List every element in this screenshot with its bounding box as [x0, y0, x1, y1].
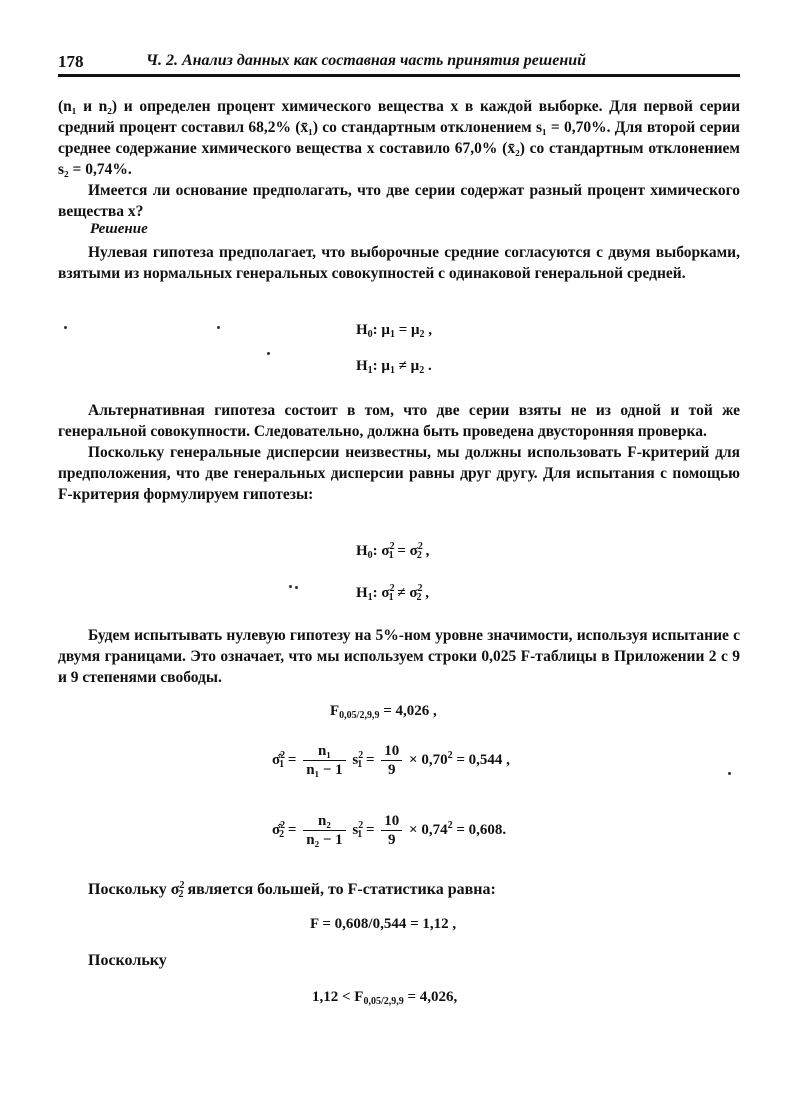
print-speck	[64, 326, 67, 329]
eq-punct: ,	[424, 322, 433, 338]
fraction-numerator: 10	[381, 812, 402, 831]
eq-subscript: 2	[279, 828, 285, 840]
eq-superscript: 2	[389, 583, 395, 594]
eq-subscript: 1	[389, 365, 395, 376]
eq-value: = 4,026 ,	[379, 703, 437, 719]
header-rule	[58, 74, 740, 77]
eq-value: = 0,544 ,	[452, 751, 510, 768]
paragraph-larger-variance	[58, 875, 740, 905]
eq-symbol: s	[352, 821, 359, 838]
eq-symbol: σ	[170, 881, 180, 898]
text-fragment: Поскольку	[88, 881, 167, 898]
eq-subscript: 1	[388, 550, 394, 561]
eq-symbol: μ	[411, 322, 420, 338]
eq-superscript: 2	[358, 749, 364, 761]
paragraph-6: Будем испытывать нулевую гипотезу на 5%-ном уровне значимости, используя испытание с двумя границами. Это означает, что мы используем строки 0,025 F-таблицы в Приложении 2 с 9 и 9 степенями свободы.	[58, 627, 740, 686]
eq-subscript: 0,05/2,9,9	[363, 996, 404, 1007]
eq-punct: .	[424, 358, 432, 374]
eq-subscript: 2	[419, 329, 425, 340]
eq-superscript: 2	[179, 880, 185, 891]
eq-symbol: H	[356, 358, 368, 374]
equation-h1-mean: $H_1$: $\mu_1 \ne \mu_2$ .	[356, 358, 432, 376]
text-fragment: является большей, то F-статистика равна:	[187, 881, 496, 898]
eq-punct: ,	[421, 585, 429, 601]
eq-superscript: 2	[447, 819, 453, 831]
eq-operator: =	[397, 543, 406, 559]
eq-subscript: 2	[416, 550, 422, 561]
eq-symbol: s	[352, 751, 359, 768]
fraction	[381, 812, 402, 849]
eq-superscript: 2	[280, 749, 286, 761]
paragraph-intro	[58, 96, 740, 222]
fraction-denominator: 9	[388, 762, 396, 778]
eq-subscript: 0,05/2,9,9	[339, 710, 380, 721]
equation-sigma1-estimate: σ̂$^2_1$ = $\frac{\text{n₁}}{\text{n₁ − 1}}$ $s^2_1$ = $\frac{10}{9}$ × $0,70^2 = 0,544$ ,	[272, 743, 510, 778]
eq-operator: ≠	[397, 585, 406, 601]
eq-subscript: 1	[388, 592, 394, 603]
eq-subscript: 2	[419, 365, 425, 376]
equation-h0-variance: $H_0$: $\sigma^2_1 = \sigma^2_2$ ,	[356, 541, 430, 561]
equation-h0-mean: $H_0$: $\mu_1 = \mu_2$ ,	[356, 322, 433, 340]
eq-value: 1,12 < F	[312, 989, 364, 1005]
eq-symbol: μ	[381, 322, 390, 338]
eq-value: × 0,70	[409, 751, 448, 768]
running-title: Ч. 2. Анализ данных как составная часть принятия решений	[146, 52, 586, 69]
fraction-numerator: n₁	[303, 742, 345, 761]
eq-value: = 4,026,	[403, 989, 458, 1005]
eq-symbol: H	[356, 322, 368, 338]
eq-subscript: 1	[367, 592, 373, 603]
fraction	[303, 742, 345, 779]
eq-superscript: 2	[389, 541, 395, 552]
print-speck	[217, 326, 220, 329]
print-speck	[267, 352, 270, 355]
eq-value: × 0,74	[409, 821, 448, 838]
eq-symbol: σ	[381, 585, 390, 601]
eq-subscript: 1	[389, 329, 395, 340]
print-speck	[289, 585, 292, 588]
eq-symbol: μ	[381, 358, 390, 374]
eq-superscript: 2	[417, 583, 423, 594]
eq-superscript: 2	[358, 819, 364, 831]
fraction	[303, 812, 345, 849]
eq-symbol: F	[330, 703, 340, 719]
paragraph-alternative	[58, 400, 740, 505]
paragraph-8: Поскольку	[88, 952, 167, 969]
eq-subscript: 0	[367, 550, 373, 561]
paragraph-1: (n₁ и n₂) и определен процент химического вещества x в каждой выборке. Для первой серии средний процент составил 68,2% (x̄₁) со стандартным отклонением s₁ = 0,70%. Для второй серии среднее содержание химического вещества x составило 67,0% (x̄₂) со стандартным отклонением s₂ = 0,74%.	[58, 98, 740, 178]
fraction-denominator: n₂ − 1	[306, 832, 343, 848]
eq-superscript: 2	[447, 749, 453, 761]
fraction	[381, 742, 402, 779]
eq-symbol: μ	[410, 358, 420, 374]
paragraph-2: Имеется ли основание предполагать, что две серии содержат разный процент химического вещества x?	[58, 182, 740, 220]
fraction-numerator: 10	[381, 742, 402, 761]
paragraph-4: Альтернативная гипотеза состоит в том, что две серии взяты не из одной и той же генеральной совокупности. Следовательно, должна быть проведена двусторонняя проверка.	[58, 402, 740, 440]
paragraph-since	[58, 950, 740, 971]
equation-comparison	[312, 989, 457, 1007]
equation-sigma2-estimate: σ̂$^2_2$ = $\frac{\text{n₂}}{\text{n₂ − 1}}$ $s^2_1$ = $\frac{10}{9}$ × $0,74^2 = 0,608$.	[272, 813, 507, 848]
eq-subscript: 2	[416, 592, 422, 603]
paragraph-5: Поскольку генеральные дисперсии неизвестны, мы должны использовать F-критерий для предположения, что две генеральных дисперсии равны друг другу. Для испытания с помощью F-критерия формулируем гипотезы:	[58, 444, 740, 503]
eq-punct: ,	[421, 543, 430, 559]
fraction-denominator: n₁ − 1	[306, 762, 343, 778]
equation-f-statistic: F = 0,608/0,544 = 1,12 ,	[310, 916, 457, 932]
print-speck	[728, 772, 731, 775]
eq-subscript: 1	[279, 758, 285, 770]
page-number: 178	[58, 52, 84, 71]
eq-symbol: σ̂	[272, 751, 281, 768]
equation-f-critical	[330, 703, 437, 721]
paragraph-7	[58, 875, 740, 905]
paragraph-3: Нулевая гипотеза предполагает, что выборочные средние согласуются с двумя выборками, взятыми из нормальных генеральных совокупностей с одинаковой генеральной средней.	[58, 244, 740, 282]
equation-h1-variance: $H_1$: $\sigma^2_1 \ne \sigma^2_2$ ,	[356, 583, 429, 603]
eq-subscript: 2	[178, 889, 184, 900]
eq-value: = 0,608.	[452, 821, 507, 838]
eq-symbol: H	[356, 585, 368, 601]
eq-symbol: σ̂	[272, 821, 281, 838]
paragraph-null-hypothesis	[58, 242, 740, 284]
solution-heading: Решение	[90, 221, 148, 237]
fraction-denominator: 9	[388, 832, 396, 848]
eq-symbol: H	[356, 543, 368, 559]
eq-subscript: 1	[357, 828, 363, 840]
eq-symbol: σ	[409, 543, 418, 559]
eq-operator: ≠	[398, 358, 407, 374]
eq-superscript: 2	[417, 541, 423, 552]
print-speck	[295, 586, 298, 589]
paragraph-significance	[58, 625, 740, 688]
eq-operator: =	[398, 322, 408, 338]
eq-subscript: 1	[367, 365, 373, 376]
fraction-numerator: n₂	[303, 812, 345, 831]
eq-subscript: 1	[357, 758, 363, 770]
eq-symbol: σ	[381, 543, 390, 559]
eq-symbol: σ	[409, 585, 418, 601]
running-header	[58, 52, 740, 74]
eq-superscript: 2	[280, 819, 286, 831]
eq-subscript: 0	[367, 329, 373, 340]
